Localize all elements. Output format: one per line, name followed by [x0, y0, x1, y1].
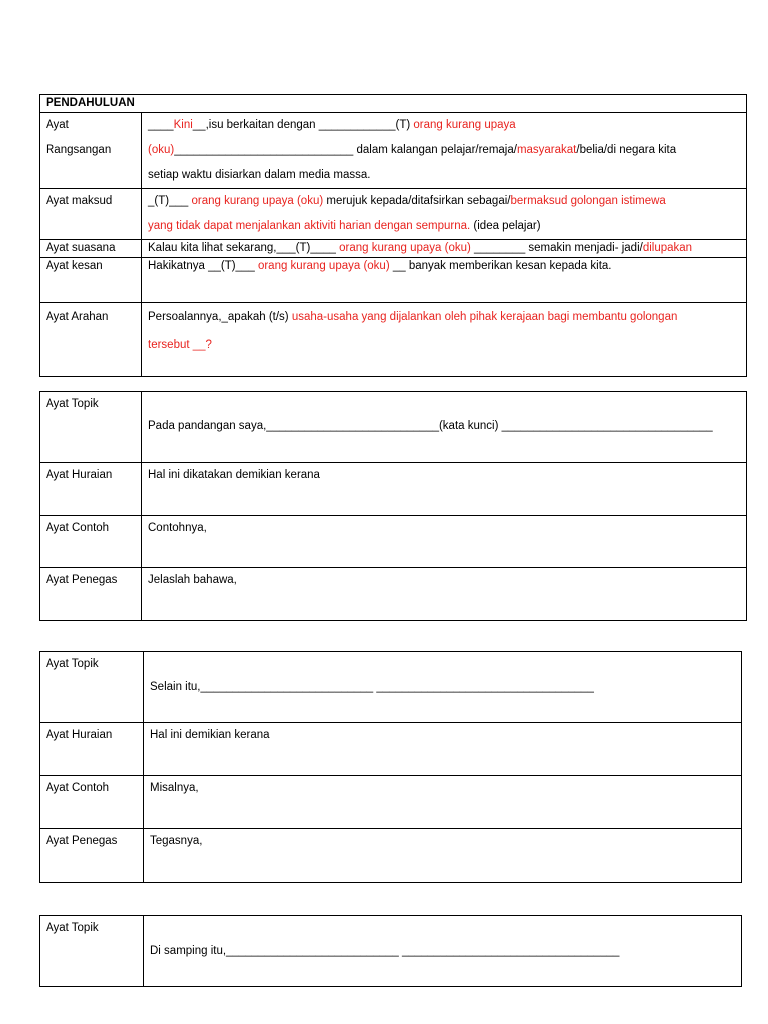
row-label	[40, 258, 142, 303]
row-content	[142, 258, 747, 303]
label-line: Rangsangan	[46, 144, 112, 156]
text-run: merujuk kepada/ditafsirkan sebagai/	[323, 195, 511, 207]
text-run: ____	[148, 119, 174, 131]
text-run: Kini	[173, 119, 193, 131]
ayat-topik-text: Di samping itu,___________________________ __________________________________	[150, 945, 620, 957]
text-run: (idea pelajar)	[470, 220, 541, 232]
ayat-huraian-row	[40, 463, 747, 516]
row-content	[142, 392, 747, 463]
row-label	[40, 303, 142, 377]
ayat-topik-row	[40, 392, 747, 463]
row-label: Ayat Contoh	[40, 516, 142, 568]
text-run: tersebut __?	[148, 339, 212, 351]
row-label: Ayat Topik	[40, 392, 142, 463]
row-content: Hal ini demikian kerana	[144, 723, 742, 776]
row-label	[40, 240, 142, 258]
content-line	[148, 138, 740, 163]
text-run: Persoalannya,_apakah (t/s)	[148, 311, 292, 323]
row-content: Contohnya,	[142, 516, 747, 568]
label-line: Ayat maksud	[46, 195, 113, 207]
row-content	[142, 303, 747, 377]
ayat-rangsangan-row	[40, 113, 747, 189]
row-content	[142, 113, 747, 189]
row-label: Ayat Contoh	[40, 776, 144, 829]
ayat-kesan-row	[40, 258, 747, 303]
text-run: orang kurang upaya (oku)	[257, 260, 390, 272]
content-line	[148, 240, 740, 257]
content-line	[148, 113, 740, 138]
label-line: Ayat Arahan	[46, 311, 109, 323]
ayat-topik-text: Pada pandangan saya,___________________________(kata kunci) _________________________________	[148, 420, 713, 432]
text-run: dilupakan	[642, 242, 693, 254]
ayat-topik-text: Selain itu,___________________________ __________________________________	[150, 681, 594, 693]
text-run: ____________________________ dalam kalangan pelajar/remaja/	[174, 144, 517, 156]
text-run: orang kurang upaya (oku)	[339, 242, 471, 254]
text-run: orang kurang upaya	[413, 119, 516, 131]
row-label	[40, 189, 142, 240]
content-line	[148, 214, 740, 239]
ayat-topik-row	[40, 652, 742, 723]
content-line	[148, 189, 740, 214]
content-line	[148, 331, 740, 359]
text-run: Hakikatnya __(T)___	[148, 260, 258, 272]
content-line	[148, 163, 740, 188]
row-label	[40, 113, 142, 189]
row-label: Ayat Huraian	[40, 723, 144, 776]
ayat-contoh-row	[40, 776, 742, 829]
paragraph-table-1	[39, 391, 747, 621]
ayat-suasana-row	[40, 240, 747, 258]
row-label: Ayat Penegas	[40, 568, 142, 621]
ayat-topik-row	[40, 916, 742, 987]
text-run: setiap waktu disiarkan dalam media massa.	[148, 169, 371, 181]
paragraph-table-2	[39, 651, 742, 883]
text-run: Kalau kita lihat sekarang,___(T)____	[148, 242, 340, 254]
row-content	[144, 916, 742, 987]
paragraph-table-3	[39, 915, 742, 987]
row-label: Ayat Topik	[40, 652, 144, 723]
content-line	[148, 258, 740, 275]
row-content	[142, 189, 747, 240]
row-content: Hal ini dikatakan demikian kerana	[142, 463, 747, 516]
ayat-arahan-row	[40, 303, 747, 377]
ayat-penegas-row	[40, 829, 742, 883]
text-run: __,isu berkaitan dengan ____________(T)	[192, 119, 414, 131]
text-run: _(T)___	[148, 195, 192, 207]
ayat-huraian-row	[40, 723, 742, 776]
label-line: Ayat kesan	[46, 260, 103, 272]
row-label: Ayat Penegas	[40, 829, 144, 883]
introduction-header: PENDAHULUAN	[40, 95, 747, 113]
ayat-penegas-row	[40, 568, 747, 621]
text-run: orang kurang upaya (oku)	[191, 195, 324, 207]
text-run: /belia/di negara kita	[576, 144, 677, 156]
row-content: Jelaslah bahawa,	[142, 568, 747, 621]
text-run: ________ semakin menjadi- jadi/	[470, 242, 643, 254]
content-line	[148, 303, 740, 331]
text-run: (oku)	[148, 144, 175, 156]
row-content: Tegasnya,	[144, 829, 742, 883]
label-line: Ayat suasana	[46, 242, 116, 254]
row-label: Ayat Topik	[40, 916, 144, 987]
label-line: Ayat	[46, 119, 69, 131]
row-content	[142, 240, 747, 258]
ayat-contoh-row	[40, 516, 747, 568]
text-run: usaha-usaha yang dijalankan oleh pihak kerajaan bagi membantu golongan	[291, 311, 678, 323]
text-run: masyarakat	[516, 144, 577, 156]
row-content	[144, 652, 742, 723]
row-content: Misalnya,	[144, 776, 742, 829]
row-label: Ayat Huraian	[40, 463, 142, 516]
introduction-header-row	[40, 95, 747, 113]
text-run: yang tidak dapat menjalankan aktiviti harian dengan sempurna.	[148, 220, 471, 232]
ayat-maksud-row	[40, 189, 747, 240]
text-run: __ banyak memberikan kesan kepada kita.	[389, 260, 612, 272]
text-run: bermaksud golongan istimewa	[510, 195, 666, 207]
introduction-table	[39, 94, 747, 377]
